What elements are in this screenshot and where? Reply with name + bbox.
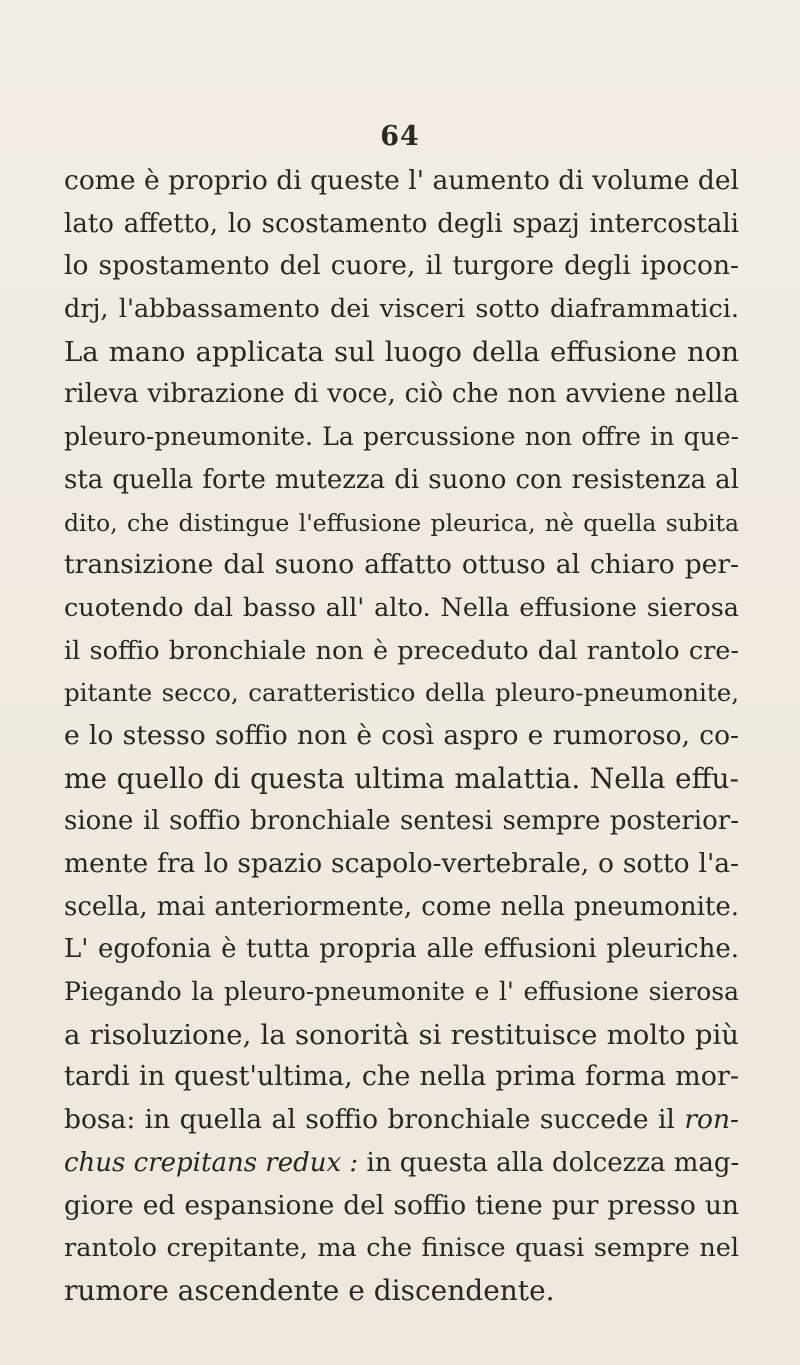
text-line: il soffio bronchiale non è preceduto dal rantolo cre- xyxy=(64,635,739,666)
text-line: sta quella forte mutezza di suono con resistenza al xyxy=(64,464,739,495)
roman-segment: in questa alla dolcezza mag- xyxy=(358,1147,739,1178)
text-line: L' egofonia è tutta propria alle effusioni pleuriche. xyxy=(64,934,739,965)
text-line: rantolo crepitante, ma che finisce quasi sempre nel xyxy=(64,1233,739,1264)
text-line: come è proprio di queste l' aumento di volume del xyxy=(64,165,739,196)
text-line-last: rumore ascendente e discendente. xyxy=(64,1273,555,1307)
text-line: cuotendo dal basso all' alto. Nella effusione sierosa xyxy=(64,592,739,623)
text-line: Piegando la pleuro-pneumonite e l' effusione sierosa xyxy=(64,977,739,1007)
text-line: La mano applicata sul luogo della effusione non xyxy=(64,335,739,368)
text-line: mente fra lo spazio scapolo-vertebrale, o sotto l'a- xyxy=(64,848,739,879)
italic-segment: ron- xyxy=(684,1104,739,1136)
roman-segment: bosa: in quella al soffio bronchiale succede il xyxy=(64,1104,685,1136)
text-line: drj, l'abbassamento dei visceri sotto diaframmatici. xyxy=(64,294,739,325)
text-line: pitante secco, caratteristico della pleuro-pneumonite, xyxy=(64,678,739,708)
text-line: pleuro-pneumonite. La percussione non offre in que- xyxy=(64,422,739,452)
text-line-with-italic xyxy=(64,1099,739,1142)
text-line: transizione dal suono affatto ottuso al chiaro per- xyxy=(64,549,739,581)
text-line: tardi in quest'ultima, che nella prima forma mor- xyxy=(64,1061,739,1093)
text-line: sione il soffio bronchiale sentesi sempre posterior- xyxy=(64,806,739,837)
text-line: lo spostamento del cuore, il turgore degli ipocon- xyxy=(64,250,739,282)
page-number: 64 xyxy=(380,121,420,152)
text-line: me quello di questa ultima malattia. Nella effu- xyxy=(64,761,739,795)
text-line: e lo stesso soffio non è così aspro e rumoroso, co- xyxy=(64,719,739,751)
body-text xyxy=(64,160,739,1313)
text-line: lato affetto, lo scostamento degli spazj intercostali xyxy=(64,208,739,239)
text-line: a risoluzione, la sonorità si restituisce molto più xyxy=(64,1018,739,1051)
text-line: giore ed espansione del soffio tiene pur presso un xyxy=(64,1189,739,1221)
text-line: dito, che distingue l'effusione pleurica, nè quella subita xyxy=(64,508,739,537)
text-line: rileva vibrazione di voce, ciò che non avviene nella xyxy=(64,379,739,410)
text-line-with-italic xyxy=(64,1142,739,1185)
italic-segment: chus crepitans redux : xyxy=(64,1147,359,1178)
text-line: scella, mai anteriormente, come nella pneumonite. xyxy=(64,891,739,922)
